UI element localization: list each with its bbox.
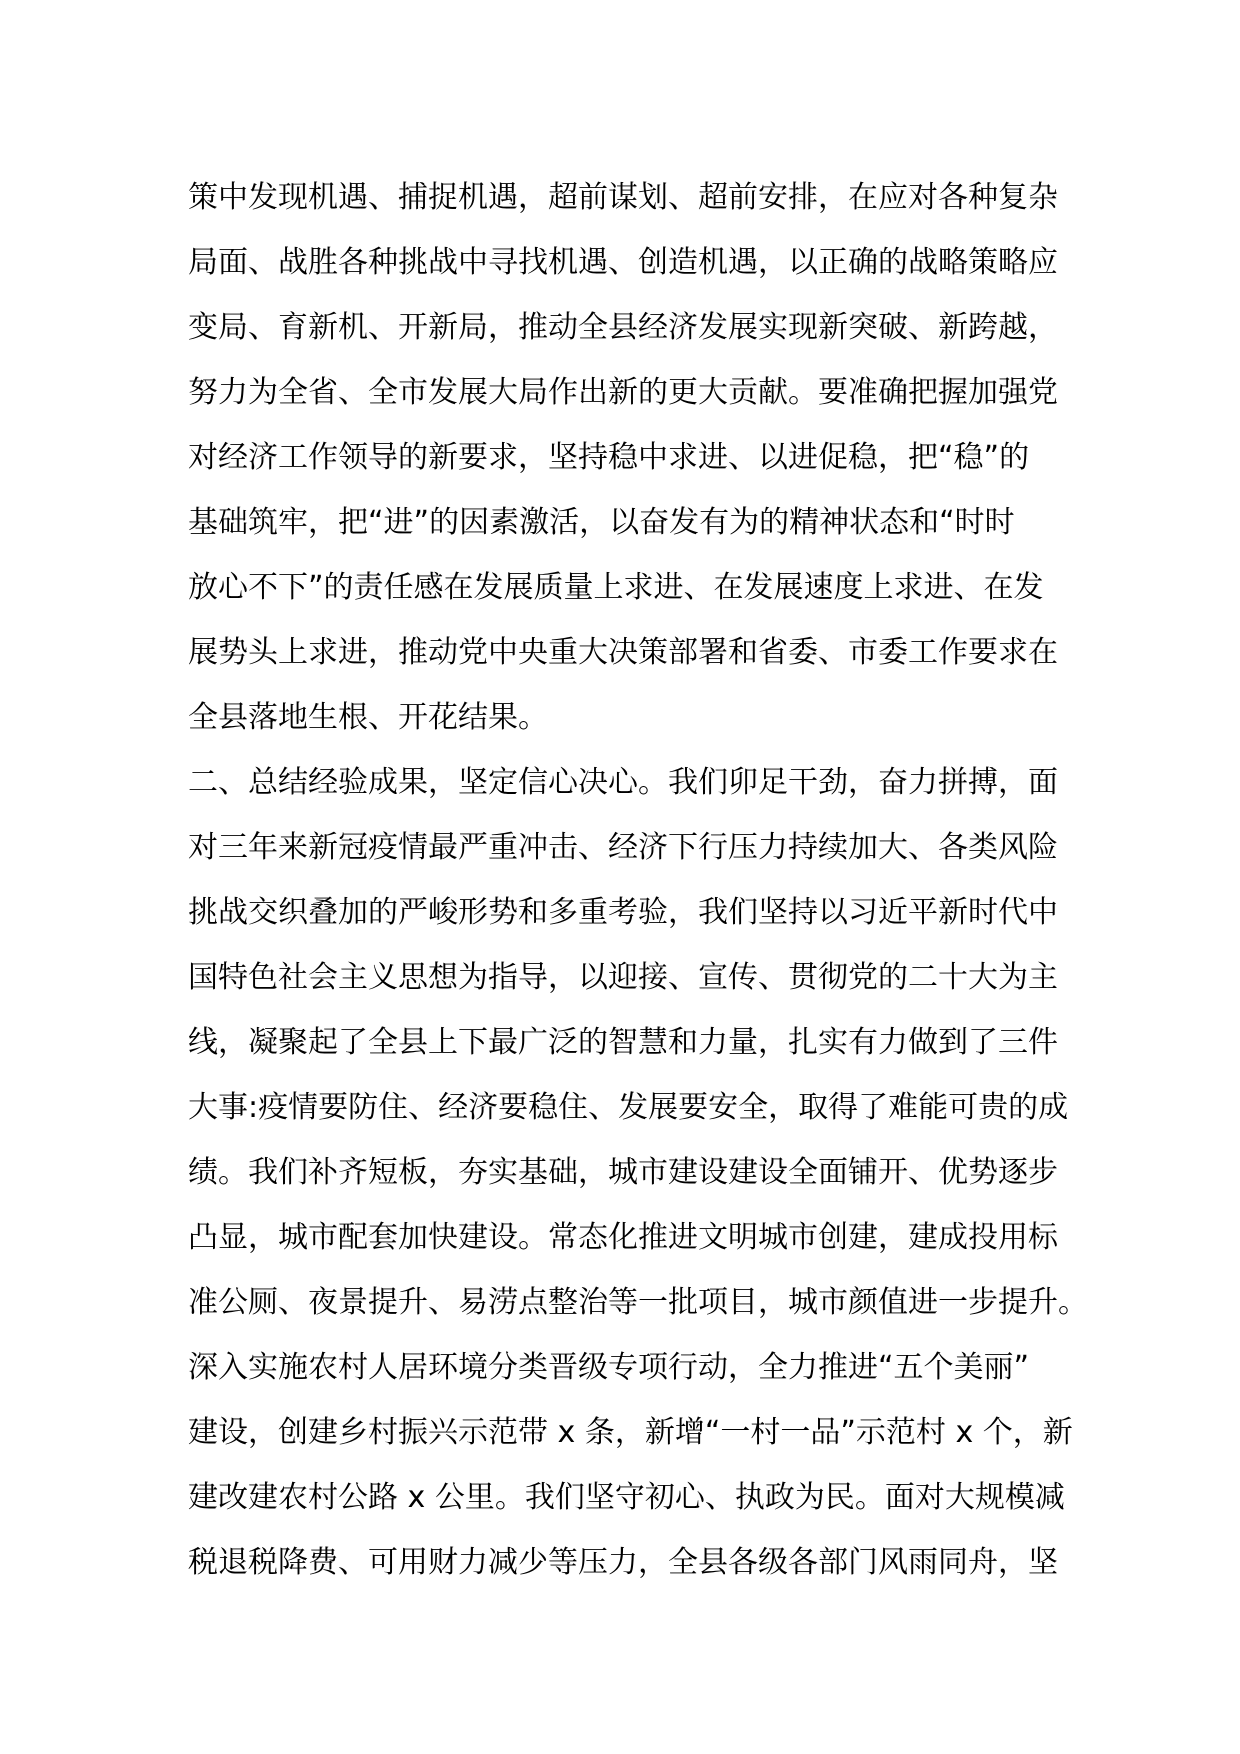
text-line: 凸显，城市配套加快建设。常态化推进文明城市创建，建成投用标 bbox=[188, 1220, 1058, 1255]
text-line: 深入实施农村人居环境分类晋级专项行动，全力推进“五个美丽” bbox=[188, 1350, 1030, 1385]
text-line: 大事:疫情要防住、经济要稳住、发展要安全，取得了难能可贵的成 bbox=[188, 1090, 1069, 1125]
text-line: 绩。我们补齐短板，夯实基础，城市建设建设全面铺开、优势逐步 bbox=[188, 1155, 1058, 1190]
text-line: 对经济工作领导的新要求，坚持稳中求进、以进促稳，把“稳”的 bbox=[188, 440, 1030, 475]
text-line: 准公厕、夜景提升、易涝点整治等一批项目，城市颜值进一步提升。 bbox=[188, 1285, 1088, 1320]
section-heading-line: 二、总结经验成果，坚定信心决心。我们卯足干劲，奋力拼搏，面 bbox=[188, 765, 1058, 800]
body-text bbox=[188, 165, 1088, 1595]
text-line: 对三年来新冠疫情最严重冲击、经济下行压力持续加大、各类风险 bbox=[188, 830, 1058, 865]
text-line: 税退税降费、可用财力减少等压力，全县各级各部门风雨同舟，坚 bbox=[188, 1545, 1058, 1580]
text-line: 线，凝聚起了全县上下最广泛的智慧和力量，扎实有力做到了三件 bbox=[188, 1025, 1058, 1060]
text-line: 变局、育新机、开新局，推动全县经济发展实现新突破、新跨越， bbox=[188, 310, 1058, 345]
text-line: 全县落地生根、开花结果。 bbox=[188, 700, 548, 735]
text-line: 努力为全省、全市发展大局作出新的更大贡献。要准确把握加强党 bbox=[188, 375, 1058, 410]
text-line: 策中发现机遇、捕捉机遇，超前谋划、超前安排，在应对各种复杂 bbox=[188, 180, 1058, 215]
text-line: 基础筑牢，把“进”的因素激活，以奋发有为的精神状态和“时时 bbox=[188, 505, 1015, 540]
text-line: 国特色社会主义思想为指导，以迎接、宣传、贯彻党的二十大为主 bbox=[188, 960, 1058, 995]
text-line: 放心不下”的责任感在发展质量上求进、在发展速度上求进、在发 bbox=[188, 570, 1044, 605]
text-line: 局面、战胜各种挑战中寻找机遇、创造机遇，以正确的战略策略应 bbox=[188, 245, 1058, 280]
text-line: 建改建农村公路 x 公里。我们坚守初心、执政为民。面对大规模减 bbox=[188, 1480, 1065, 1515]
text-line: 建设，创建乡村振兴示范带 x 条，新增“一村一品”示范村 x 个，新 bbox=[188, 1415, 1073, 1450]
text-line: 挑战交织叠加的严峻形势和多重考验，我们坚持以习近平新时代中 bbox=[188, 895, 1058, 930]
text-line: 展势头上求进，推动党中央重大决策部署和省委、市委工作要求在 bbox=[188, 635, 1058, 670]
